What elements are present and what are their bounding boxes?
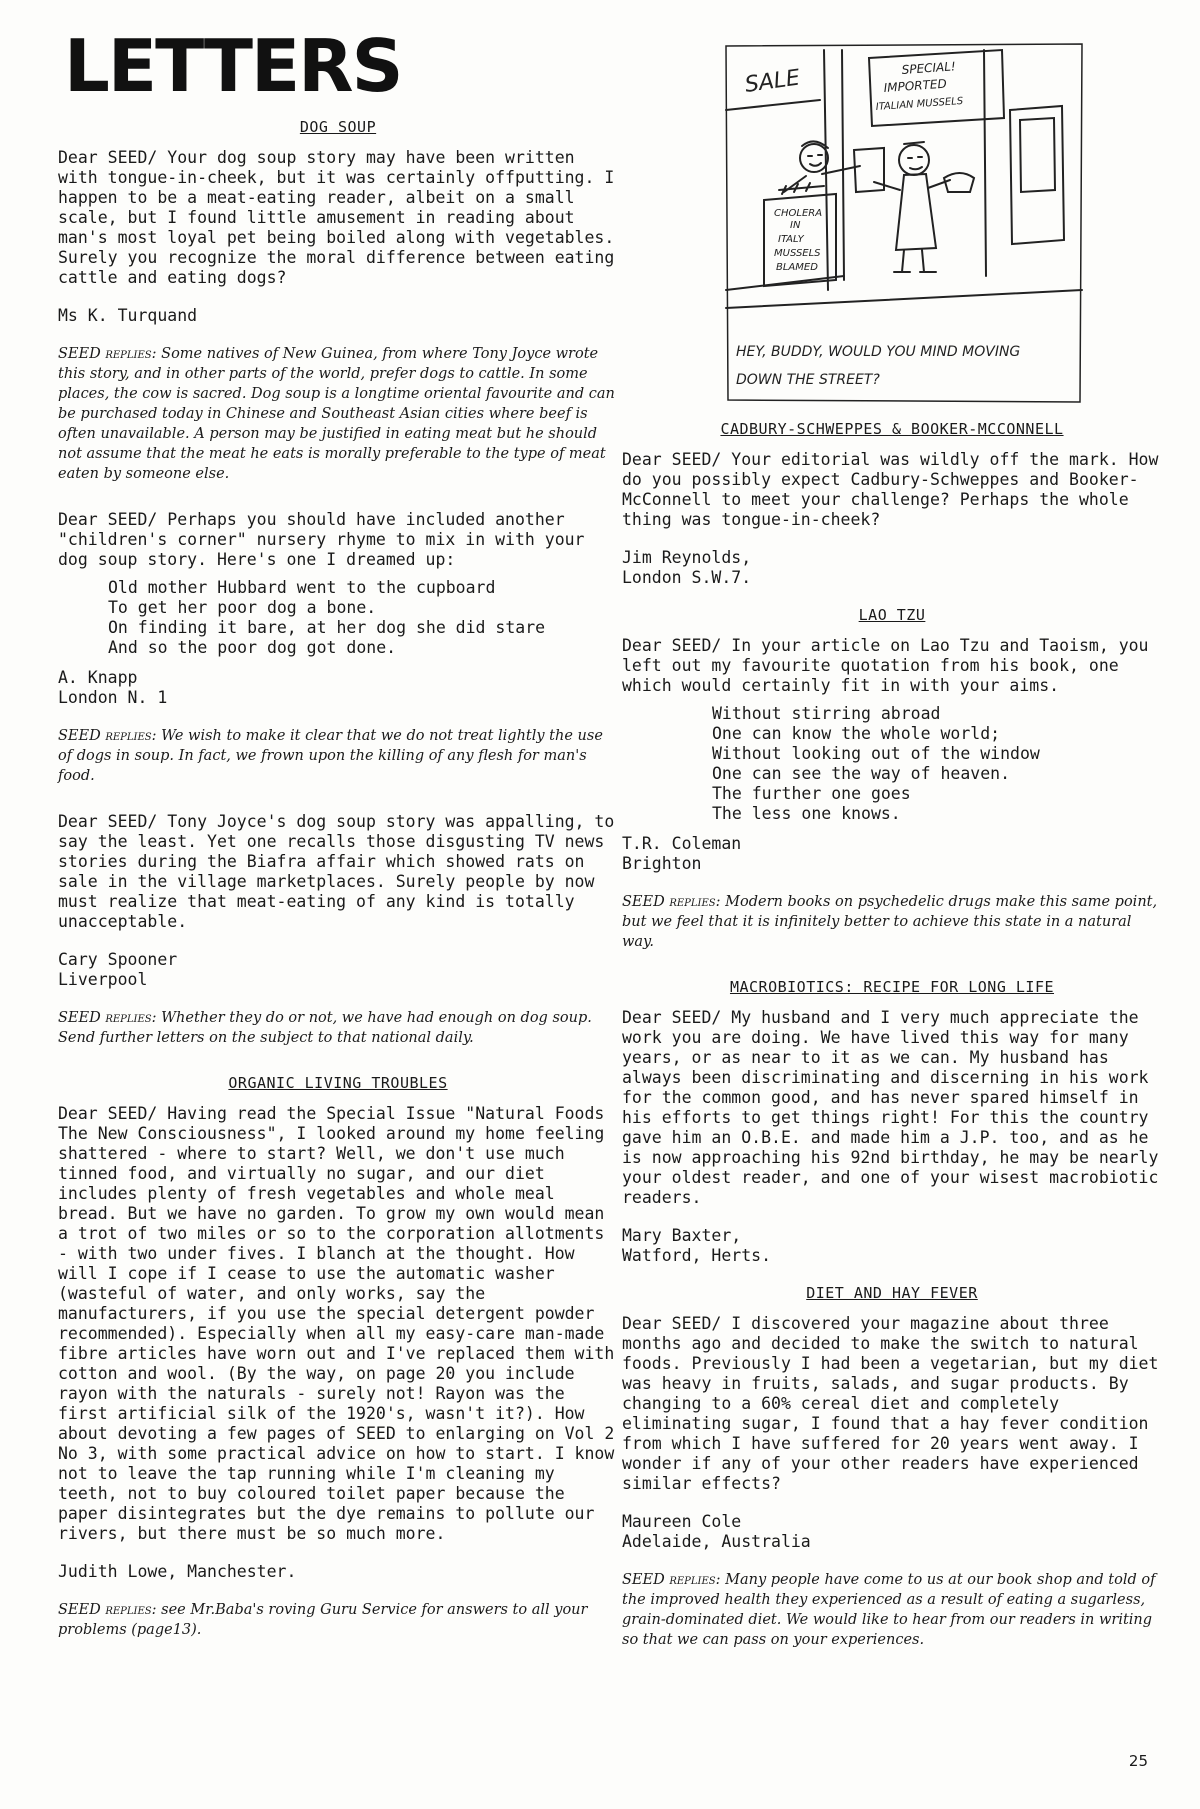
page-title: LETTERS xyxy=(64,24,402,108)
letter-spooner: Dear SEED/ Tony Joyce's dog soup story was appalling, to say the least. Yet one recalls those disgusting TV news stories during the Biafra affair which showed rats on sale in the village marketplaces. Surely people by now must realize that meat-eating of any kind is totally unacceptable. xyxy=(58,812,615,931)
cartoon-newspaper-line: MUSSELS xyxy=(774,248,821,259)
cartoon-sale-sign: SALE xyxy=(743,65,802,98)
verse-line: To get her poor dog a bone. xyxy=(108,598,377,617)
heading-cadbury: CADBURY-SCHWEPPES & BOOKER-MCCONNELL xyxy=(720,420,1064,438)
verse-line: Without looking out of the window xyxy=(712,744,1040,763)
verse-line: The further one goes xyxy=(712,784,911,803)
heading-organic-living: ORGANIC LIVING TROUBLES xyxy=(228,1074,448,1092)
signature-turquand: Ms K. Turquand xyxy=(58,306,198,325)
cartoon-caption-line: DOWN THE STREET? xyxy=(736,372,880,388)
seed-reply-1 xyxy=(58,344,618,484)
seed-reply-2 xyxy=(58,726,618,786)
left-column xyxy=(58,118,618,1666)
seed-reply-5 xyxy=(622,892,1162,952)
verse-line: The less one knows. xyxy=(712,804,901,823)
letter-baxter: Dear SEED/ My husband and I very much appreciate the work you are doing. We have lived this way for many years, or as near to it as we can. My husband has always been discriminating and discerning in his work for the common good, and has never spared himself in his efforts to get things right! For this the country gave him an O.B.E. and made him a J.P. too, and as he is now approaching his 92nd birthday, he may be nearly your oldest reader, and one of your wisest macrobiotic readers. xyxy=(622,1008,1159,1207)
verse-line: And so the poor dog got done. xyxy=(108,638,397,657)
right-column xyxy=(622,420,1162,1676)
seed-reply-6 xyxy=(622,1570,1162,1650)
cartoon-newspaper-line: BLAMED xyxy=(776,262,818,273)
cartoon-special-line: SPECIAL! xyxy=(901,59,957,77)
page-number: 25 xyxy=(1128,1752,1148,1770)
verse-line: Without stirring abroad xyxy=(712,704,941,723)
reply-lead: SEED replies: xyxy=(622,1572,721,1588)
signature-cole: Maureen Cole Adelaide, Australia xyxy=(622,1512,811,1551)
reply-lead: SEED replies: xyxy=(58,1010,157,1026)
cartoon-newspaper-line: IN xyxy=(790,220,801,231)
reply-lead: SEED replies: xyxy=(58,346,157,362)
verse-line: Old mother Hubbard went to the cupboard xyxy=(108,578,496,597)
letter-lowe: Dear SEED/ Having read the Special Issue "Natural Foods The New Consciousness", I looked around my home feeling shattered - where to start? Well, we don't use much tinned food, and virtually no sugar, and our diet includes plenty of fresh vegetables and whole meal bread. But we have no garden. To grow my own would mean a trot of two miles or so to the corporation allotments - with two under fives. I blanch at the thought. How will I cope if I cease to use the automatic washer (wasteful of water, and only works, say the manufacturers, if you use the special detergent powder recommended). Especially when all my easy-care man-made fibre articles have worn out and I've replaced them with cotton and wool. (By the way, on page 20 you include rayon with the naturals - surely not! Rayon was the first artificial silk of the 1920's, wasn't it?). How about devoting a few pages of SEED to enlarging on Vol 2 No 3, with some practical advice on how to start. I know not to leave the tap running while I'm cleaning my teeth, not to buy coloured toilet paper because the paper disintegrates but the dye remains to pollute our rivers, but there must be so much more. xyxy=(58,1104,615,1543)
heading-macrobiotics: MACROBIOTICS: RECIPE FOR LONG LIFE xyxy=(729,978,1055,996)
cartoon-newspaper-line: ITALY xyxy=(778,234,804,245)
reply-text: see Mr.Baba's roving Guru Service for answers to all your problems (page13). xyxy=(58,1602,588,1638)
reply-lead: SEED replies: xyxy=(58,1602,157,1618)
heading-hay-fever: DIET AND HAY FEVER xyxy=(806,1284,978,1302)
cartoon-special-line: ITALIAN MUSSELS xyxy=(875,95,964,113)
heading-lao-tzu: LAO TZU xyxy=(858,606,926,624)
heading-dog-soup: DOG SOUP xyxy=(299,118,377,136)
verse-line: One can know the whole world; xyxy=(712,724,1001,743)
reply-text: Many people have come to us at our book shop and told of the improved health they experienced as a result of eating a sugarless, grain-dominated diet. We would like to hear from our readers in writing so that we can pass on your experiences. xyxy=(622,1572,1156,1648)
seed-reply-4 xyxy=(58,1600,618,1640)
signature-knapp: A. Knapp London N. 1 xyxy=(58,668,168,707)
seed-reply-3 xyxy=(58,1008,618,1048)
signature-coleman: T.R. Coleman Brighton xyxy=(622,834,742,873)
cartoon-caption-line: HEY, BUDDY, WOULD YOU MIND MOVING xyxy=(736,344,1021,360)
nursery-rhyme xyxy=(108,578,618,658)
reply-lead: SEED replies: xyxy=(58,728,157,744)
reply-text: Modern books on psychedelic drugs make this same point, but we feel that it is infinitely better to achieve this state in a natural way. xyxy=(622,894,1158,950)
verse-line: One can see the way of heaven. xyxy=(712,764,1011,783)
cartoon-illustration xyxy=(724,40,1084,410)
letter-knapp: Dear SEED/ Perhaps you should have included another "children's corner" nursery rhyme to mix in with your dog soup story. Here's one I dreamed up: xyxy=(58,510,585,569)
signature-baxter: Mary Baxter, Watford, Herts. xyxy=(622,1226,772,1265)
signature-spooner: Cary Spooner Liverpool xyxy=(58,950,178,989)
reply-text: Some natives of New Guinea, from where Tony Joyce wrote this story, and in other parts of the world, prefer dogs to cattle. In some places, the cow is sacred. Dog soup is a longtime oriental favourite and can be purchased today in Chinese and Southeast Asian cities where beef is often unavailable. A person may be justified in eating meat but he should not assume that the meat he eats is morally preferable to the type of meat eaten by someone else. xyxy=(58,346,615,482)
verse-line: On finding it bare, at her dog she did stare xyxy=(108,618,546,637)
cartoon-newspaper-line: CHOLERA xyxy=(774,208,823,219)
signature-lowe: Judith Lowe, Manchester. xyxy=(58,1562,297,1581)
letter-turquand: Dear SEED/ Your dog soup story may have been written with tongue-in-cheek, but it was certainly offputting. I happen to be a meat-eating reader, albeit on a small scale, but I found little amusement in reading about man's most loyal pet being boiled along with vegetables. Surely you recognize the moral difference between eating cattle and eating dogs? xyxy=(58,148,615,287)
cartoon-special-line: IMPORTED xyxy=(883,76,948,95)
signature-reynolds: Jim Reynolds, London S.W.7. xyxy=(622,548,752,587)
reply-text: We wish to make it clear that we do not treat lightly the use of dogs in soup. In fact, we frown upon the killing of any flesh for man's food. xyxy=(58,728,603,784)
lao-tzu-quotation xyxy=(712,704,1162,824)
reply-lead: SEED replies: xyxy=(622,894,721,910)
reply-text: Whether they do or not, we have had enough on dog soup. Send further letters on the subject to that national daily. xyxy=(58,1010,592,1046)
letter-reynolds: Dear SEED/ Your editorial was wildly off the mark. How do you possibly expect Cadbury-Schweppes and Booker-McConnell to meet your challenge? Perhaps the whole thing was tongue-in-cheek? xyxy=(622,450,1159,529)
letter-cole: Dear SEED/ I discovered your magazine about three months ago and decided to make the switch to natural foods. Previously I had been a vegetarian, but my diet was heavy in fruits, salads, and sugar products. By changing to a 60% cereal diet and completely eliminating sugar, I found that a hay fever condition from which I have suffered for 20 years went away. I wonder if any of your other readers have experienced similar effects? xyxy=(622,1314,1159,1493)
letter-coleman: Dear SEED/ In your article on Lao Tzu and Taoism, you left out my favourite quotation from his book, one which would certainly fit in with your aims. xyxy=(622,636,1149,695)
